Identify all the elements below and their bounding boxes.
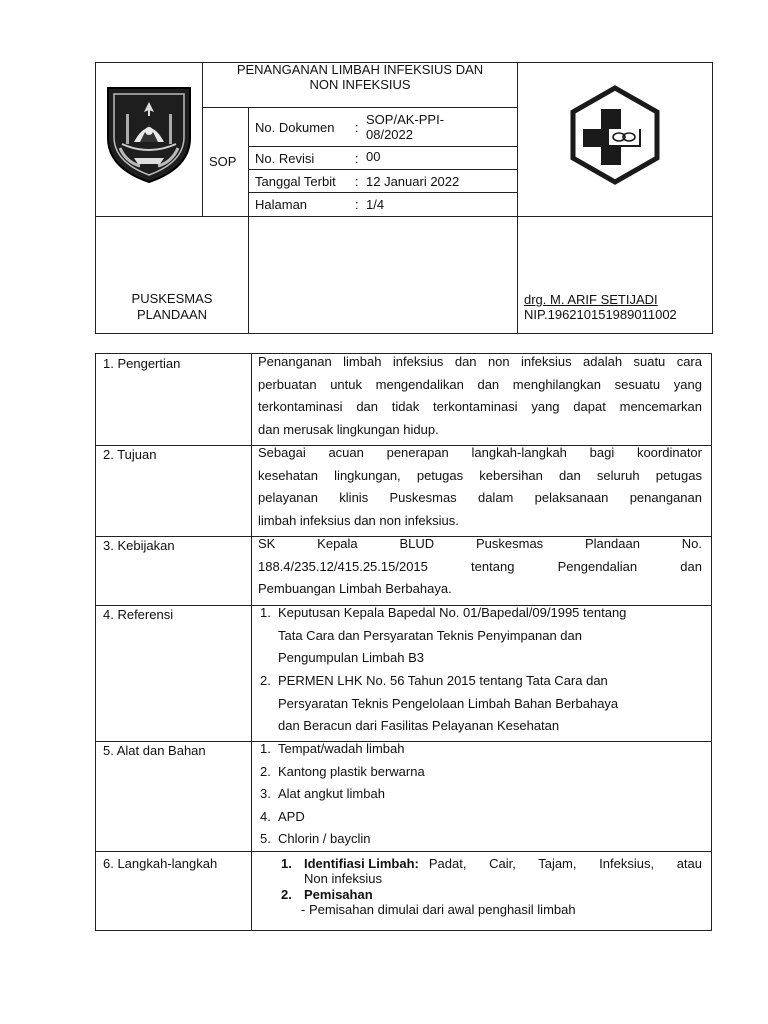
- text-line: PERMEN LHK No. 56 Tahun 2015 tentang Tata Cara dan: [278, 673, 608, 688]
- definition-text: [258, 351, 702, 442]
- field-label-revision: No. Revisi: [255, 151, 315, 166]
- text-line: dan merusak lingkungan hidup.: [258, 422, 439, 438]
- field-value-doc-number: [366, 113, 444, 142]
- list-number: 4.: [260, 808, 271, 824]
- divider: [248, 169, 518, 170]
- signer-nip: NIP.196210151989011002: [524, 307, 677, 322]
- reference-item: [278, 602, 708, 670]
- text-line: Penanganan limbah infeksius dan non infeksius adalah suatu cara: [258, 354, 702, 369]
- tools-list: [278, 738, 425, 851]
- reference-item: [278, 670, 708, 738]
- field-value-page: 1/4: [366, 197, 385, 212]
- document-title: [203, 63, 517, 92]
- field-separator: :: [355, 151, 359, 166]
- step-title: Identifiasi Limbah:: [304, 856, 419, 871]
- text-line: Tata Cara dan Persyaratan Teknis Penyimpanan dan: [278, 627, 583, 643]
- value-line: SOP/AK-PPI-: [366, 112, 445, 127]
- list-number: 5.: [260, 831, 271, 847]
- text-line: Pengumpulan Limbah B3: [278, 650, 424, 666]
- sop-label: SOP: [209, 154, 237, 169]
- list-item: Kantong plastik berwarna: [278, 763, 425, 779]
- divider: [202, 107, 518, 108]
- puskesmas-logo-icon: [569, 85, 661, 185]
- field-value-revision: 00: [366, 149, 381, 164]
- text-line: Pembuangan Limbah Berbahaya.: [258, 581, 452, 597]
- list-item: Alat angkut limbah: [278, 786, 385, 802]
- policy-text: [258, 533, 702, 601]
- text-line: Persyaratan Teknis Pengelolaan Limbah Bahan Berbahaya: [278, 695, 619, 711]
- section-label-steps: 6. Langkah-langkah: [103, 856, 218, 871]
- field-value-issue-date: 12 Januari 2022: [366, 174, 460, 189]
- text-line: Sebagai acuan penerapan langkah-langkah bagi koordinator: [258, 445, 702, 460]
- section-label-tools: 5. Alat dan Bahan: [103, 743, 206, 758]
- list-item: Tempat/wadah limbah: [278, 741, 405, 756]
- list-item: Chlorin / bayclin: [278, 831, 371, 847]
- reference-number: 1.: [260, 605, 271, 620]
- step-text: Non infeksius: [304, 871, 383, 886]
- tools-list-numbers: [260, 738, 271, 851]
- step-subtext: - Pemisahan dimulai dari awal penghasil limbah: [301, 902, 576, 917]
- org-line: PLANDAAN: [136, 306, 208, 322]
- step-number: 2.: [281, 887, 292, 902]
- organization-name: [96, 291, 248, 322]
- section-label-purpose: 2. Tujuan: [103, 447, 157, 462]
- text-line: 188.4/235.12/415.25.15/2015 tentang Pengendalian dan: [258, 558, 702, 574]
- field-separator: :: [355, 120, 359, 135]
- text-line: pelayanan klinis Puskesmas dalam pelaksanaan penanganan: [258, 490, 702, 506]
- text-line: SK Kepala BLUD Puskesmas Plandaan No.: [258, 536, 702, 551]
- text-line: terkontaminasi dan tidak terkontaminasi yang dapat mencemarkan: [258, 399, 702, 415]
- field-label-doc-number: No. Dokumen: [255, 120, 335, 135]
- signer-name: drg. M. ARIF SETIJADI: [524, 292, 658, 307]
- field-label-page: Halaman: [255, 197, 308, 212]
- divider: [95, 216, 713, 217]
- title-line: NON INFEKSIUS: [309, 76, 411, 92]
- divider: [517, 62, 518, 334]
- step-text: Padat, Cair, Tajam, Infeksius, atau: [428, 856, 702, 871]
- section-label-policy: 3. Kebijakan: [103, 538, 175, 553]
- title-line: PENANGANAN LIMBAH INFEKSIUS DAN: [236, 62, 484, 77]
- step-line: [304, 856, 702, 871]
- section-label-definition: 1. Pengertian: [103, 356, 181, 371]
- list-number: 1.: [260, 741, 271, 756]
- purpose-text: [258, 442, 702, 533]
- list-number: 2.: [260, 763, 271, 779]
- list-number: 3.: [260, 786, 271, 802]
- reference-number: 2.: [260, 673, 271, 688]
- text-line: Keputusan Kepala Bapedal No. 01/Bapedal/09/1995 tentang: [278, 605, 627, 620]
- field-separator: :: [355, 174, 359, 189]
- step-number: 1.: [281, 856, 292, 871]
- list-item: APD: [278, 808, 305, 824]
- divider: [248, 146, 518, 147]
- text-line: limbah infeksius dan non infeksius.: [258, 513, 459, 529]
- section-label-reference: 4. Referensi: [103, 607, 174, 622]
- divider: [248, 192, 518, 193]
- divider: [248, 107, 249, 334]
- field-separator: :: [355, 197, 359, 212]
- value-line: 08/2022: [366, 126, 413, 142]
- divider: [95, 851, 712, 852]
- divider: [251, 353, 252, 931]
- field-label-issue-date: Tanggal Terbit: [255, 174, 336, 189]
- step-title: Pemisahan: [304, 887, 373, 902]
- text-line: perbuatan untuk mengendalikan dan menghilangkan sesuatu yang: [258, 376, 702, 392]
- org-line: PUSKESMAS: [131, 291, 213, 306]
- text-line: kesehatan lingkungan, petugas kebersihan dan seluruh petugas: [258, 467, 702, 483]
- text-line: dan Beracun dari Fasilitas Pelayanan Kesehatan: [278, 718, 560, 734]
- regency-crest-icon: [104, 84, 194, 184]
- step-identification: [304, 856, 702, 886]
